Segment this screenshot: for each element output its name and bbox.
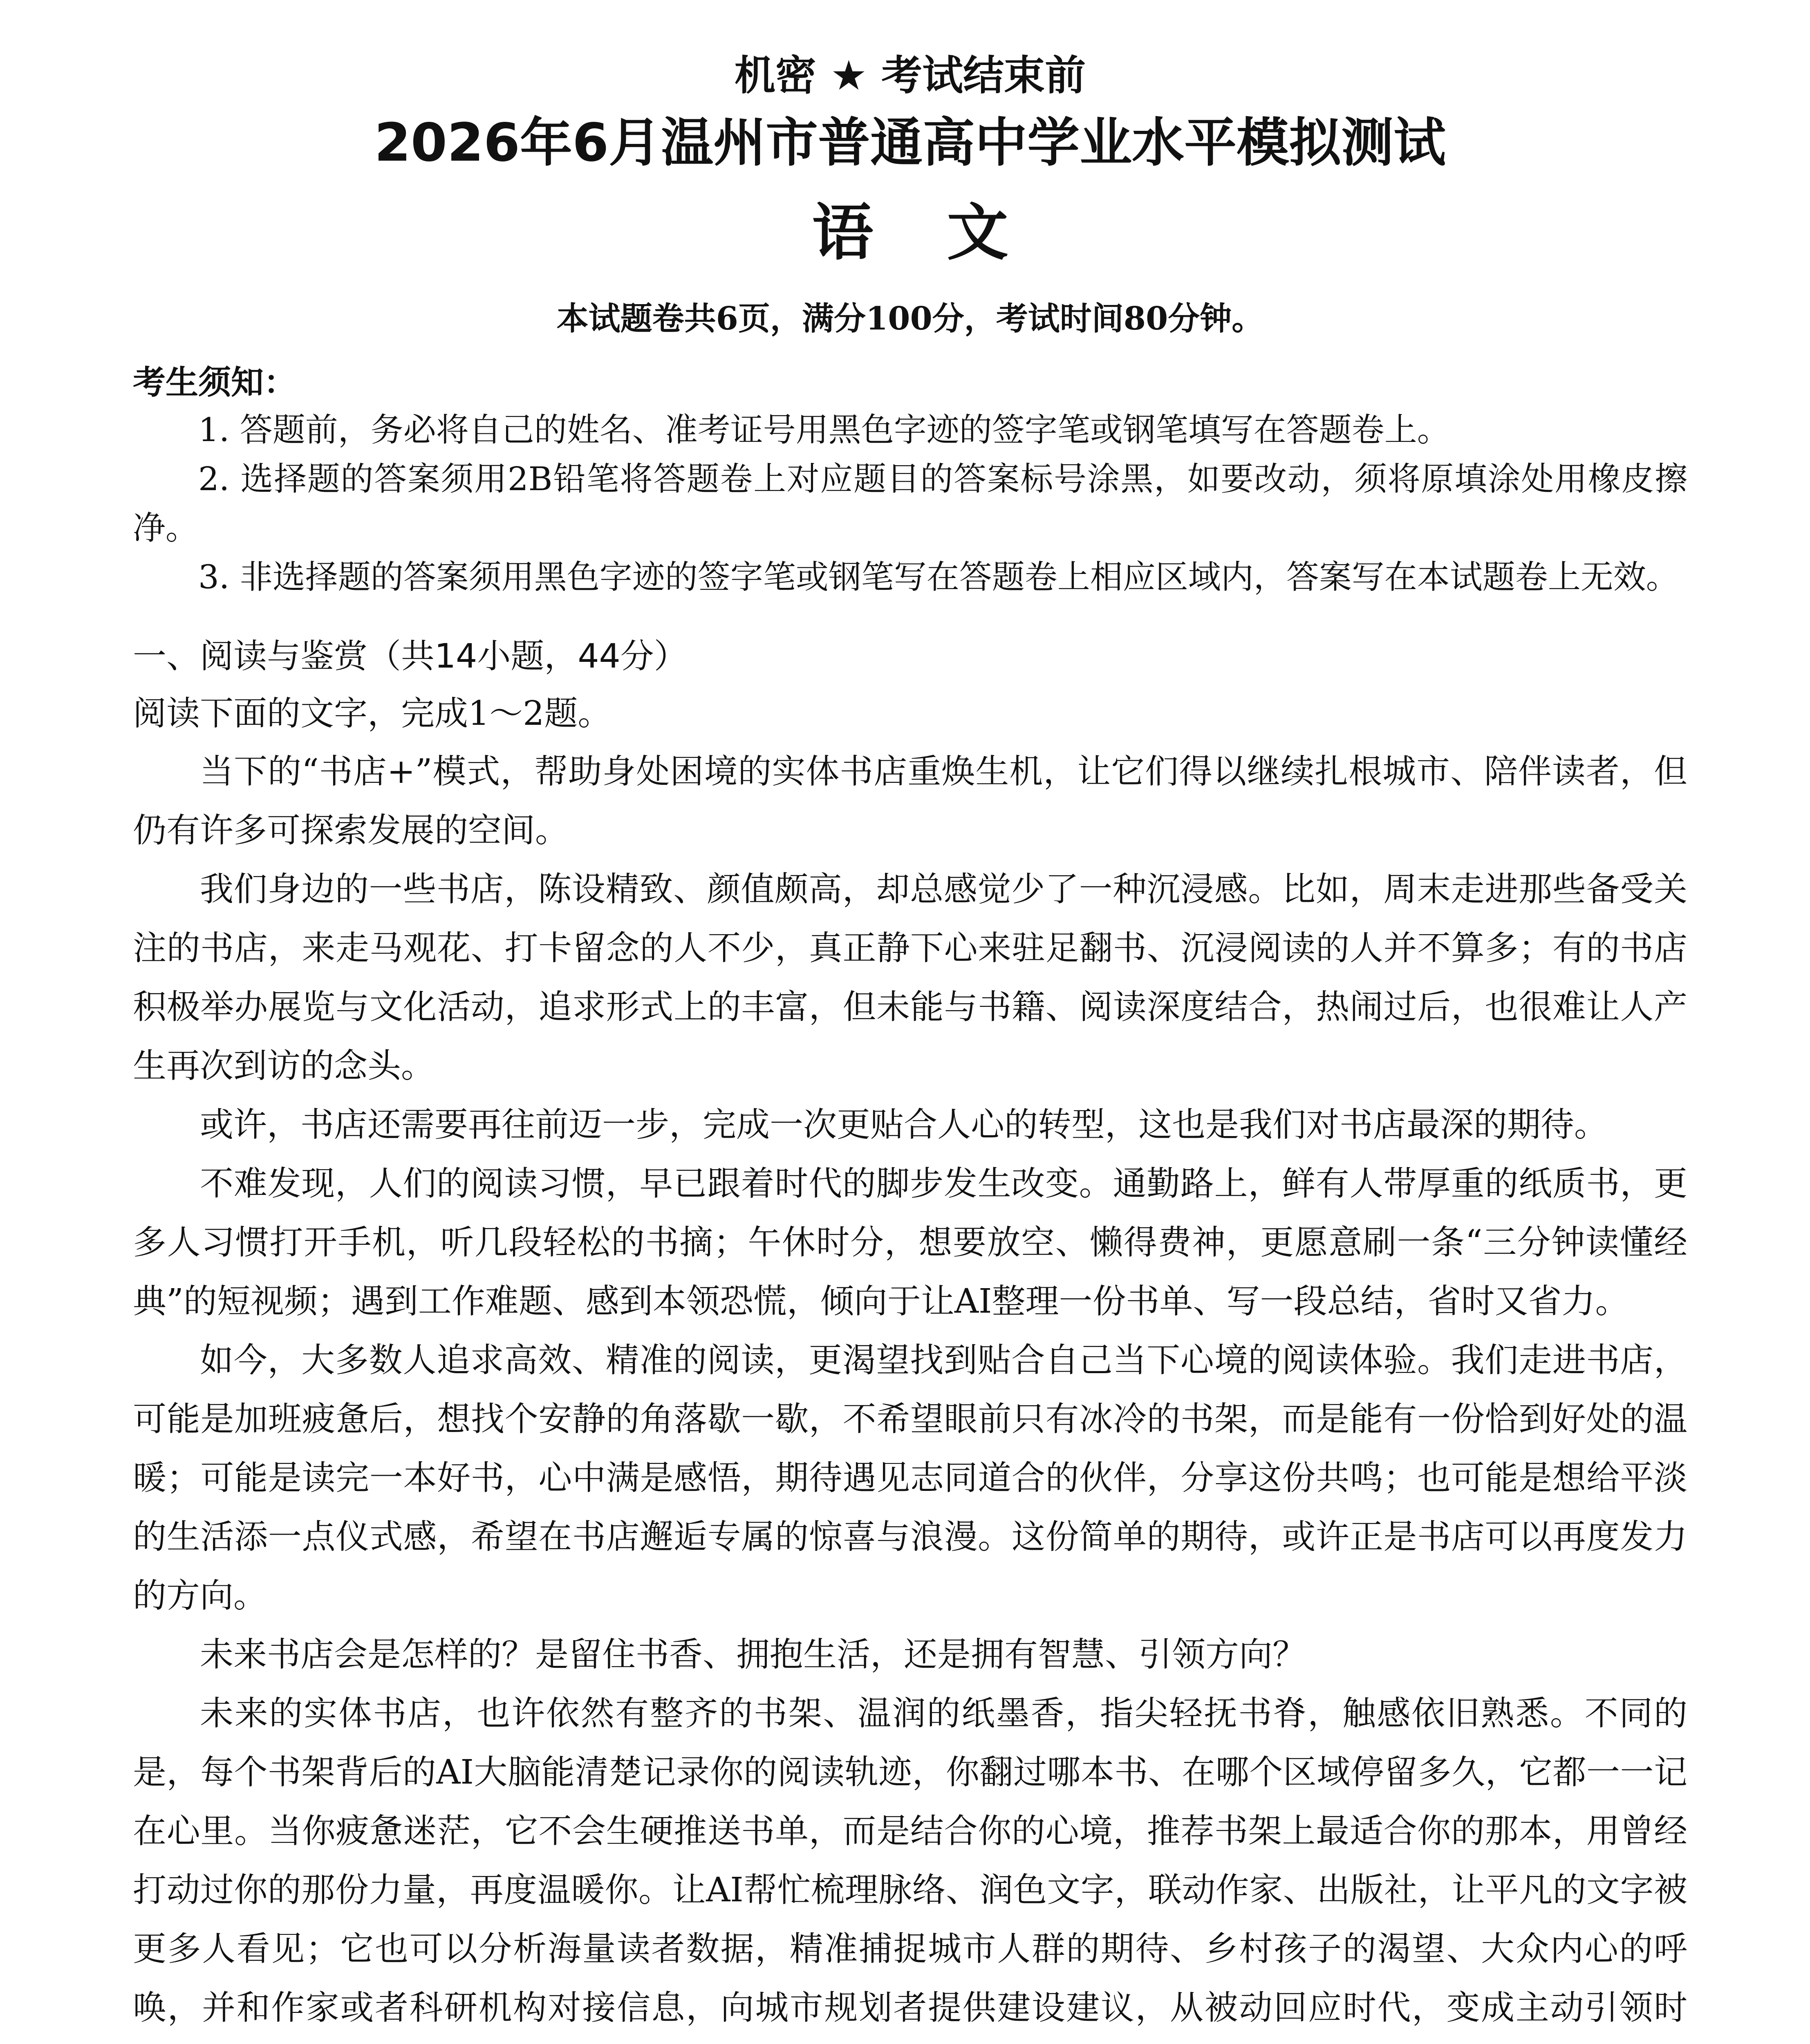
notice-item: 1. 答题前，务必将自己的姓名、准考证号用黑色字迹的签字笔或钢笔填写在答题卷上。	[198, 411, 1450, 449]
passage-paragraph: 当下的“书店+”模式，帮助身处困境的实体书店重焕生机，让它们得以继续扎根城市、陪伴读者，但仍有许多可探索发展的空间。	[133, 752, 1687, 850]
notice-item: 3. 非选择题的答案须用黑色字迹的签字笔或钢笔写在答题卷上相应区域内，答案写在本试题卷上无效。	[198, 558, 1679, 596]
subject-title: 语文	[812, 197, 1082, 269]
reading-instruction: 阅读下面的文字，完成1～2题。	[133, 694, 612, 733]
passage-paragraph: 如今，大多数人追求高效、精准的阅读，更渴望找到贴合自己当下心境的阅读体验。我们走进书店，可能是加班疲惫后，想找个安静的角落歇一歇，不希望眼前只有冰冷的书架，而是能有一份恰到好处的温暖；可能是读完一本好书，心中满是感悟，期待遇见志同道合的伙伴，分享这份共鸣；也可能是想给平淡的生活添一点仪式感，希望在书店邂逅专属的惊喜与浪漫。这份简单的期待，或许正是书店可以再度发力的方向。	[133, 1341, 1687, 1615]
passage-paragraph: 未来的实体书店，也许依然有整齐的书架、温润的纸墨香，指尖轻抚书脊，触感依旧熟悉。不同的是，每个书架背后的AI大脑能清楚记录你的阅读轨迹，你翻过哪本书、在哪个区域停留多久，它都一一记在心里。当你疲惫迷茫，它不会生硬推送书单，而是结合你的心境，推荐书架上最适合你的那本，用曾经打动过你的那份力量，再度温暖你。让AI帮忙梳理脉络、润色文字，联动作家、出版社，让平凡的文字被更多人看见；它也可以分析海量读者数据，精准捕捉城市人群的期待、乡村孩子的渴望、大众内心的呼唤，并和作家或者科研机构对接信息，向城市规划者提供建设建议，从被动回应时代，变成主动引领时	[133, 1694, 1687, 2027]
candidate-notice	[133, 360, 1687, 602]
section-heading: 一、阅读与鉴赏（共14小题，44分）	[133, 637, 688, 676]
passage-paragraph: 或许，书店还需要再往前迈一步，完成一次更贴合人心的转型，这也是我们对书店最深的期待。	[200, 1105, 1608, 1144]
reading-passage	[133, 742, 1687, 2044]
exam-title: 2026年6月温州市普通高中学业水平模拟测试	[374, 112, 1446, 173]
passage-paragraph: 不难发现，人们的阅读习惯，早已跟着时代的脚步发生改变。通勤路上，鲜有人带厚重的纸质书，更多人习惯打开手机，听几段轻松的书摘；午休时分，想要放空、懒得费神，更愿意刷一条“三分钟读懂经典”的短视频；遇到工作难题、感到本领恐慌，倾向于让AI整理一份书单、写一段总结，省时又省力。	[133, 1164, 1687, 1321]
exam-info: 本试题卷共6页，满分100分，考试时间80分钟。	[556, 300, 1264, 337]
passage-paragraph: 我们身边的一些书店，陈设精致、颜值颇高，却总感觉少了一种沉浸感。比如，周末走进那些备受关注的书店，来走马观花、打卡留念的人不少，真正静下心来驻足翻书、沉浸阅读的人并不算多；有的书店积极举办展览与文化活动，追求形式上的丰富，但未能与书籍、阅读深度结合，热闹过后，也很难让人产生再次到访的念头。	[133, 870, 1687, 1085]
confidential-label: 机密 ★ 考试结束前	[734, 52, 1086, 99]
notice-item: 2. 选择题的答案须用2B铅笔将答题卷上对应题目的答案标号涂黑，如要改动，须将原填涂处用橡皮擦净。	[133, 460, 1687, 547]
passage-paragraph: 未来书店会是怎样的？是留住书香、拥抱生活，还是拥有智慧、引领方向？	[200, 1635, 1306, 1674]
notice-title: 考生须知：	[133, 363, 296, 401]
